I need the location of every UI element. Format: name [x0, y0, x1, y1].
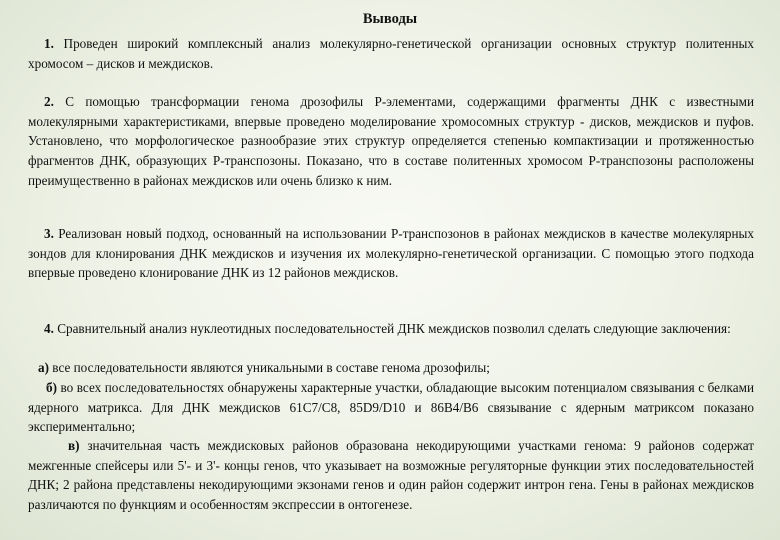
conclusion-3: [28, 224, 754, 283]
page-title: Выводы: [362, 11, 418, 27]
item-b-text: во всех последовательностях обнаружены характерные участки, обладающие высоким потенциалом связывания с белками ядерного матрикса. Для ДНК междисков 61С7/С8, 85D9/D10 и 86В4/В6 связывание с ядерным матриксом показано экспериментально;: [28, 380, 754, 435]
item-v-label: в): [68, 438, 80, 453]
conclusion-1-number: 1.: [44, 36, 54, 51]
conclusion-4-item-v: [28, 436, 754, 515]
conclusion-2-number: 2.: [44, 94, 54, 109]
conclusion-1-text: Проведен широкий комплексный анализ молекулярно-генетической организации основных структур политенных хромосом – дисков и междисков.: [28, 36, 755, 71]
item-b-label: б): [46, 380, 57, 395]
conclusion-3-number: 3.: [44, 226, 54, 241]
conclusion-2: [28, 92, 754, 191]
conclusion-4-item-b: [28, 378, 754, 437]
conclusion-2-text: С помощью трансформации генома дрозофилы Р-элементами, содержащими фрагменты ДНК с известными молекулярными характеристиками, впервые проведено моделирование хромосомных структур - дисков, междисков и пуфов. Установлено, что морфологическое разнообразие этих структур определяется степенью компактизации и протяженностью фрагментов ДНК, образующих Р-транспозоны. Показано, что в составе политенных хромосом Р-транспозоны расположены преимущественно в районах междисков или очень близко к ним.: [28, 94, 755, 188]
conclusion-4: [28, 319, 754, 339]
conclusion-1: [28, 34, 754, 73]
item-a-text: все последовательности являются уникальными в составе генома дрозофилы;: [52, 360, 490, 375]
item-a-label: а): [38, 360, 49, 375]
conclusion-4-item-a: [28, 358, 754, 378]
conclusion-3-text: Реализован новый подход, основанный на использовании Р-транспозонов в районах междисков в качестве молекулярных зондов для клонирования ДНК междисков и изучения их молекулярно-генетической организации. С помощью этого подхода впервые проведено клонирование ДНК из 12 районов междисков.: [28, 226, 755, 281]
item-v-text: значительная часть междисковых районов образована некодирующими участками генома: 9 районов содержат межгенные спейсеры или 5'- и 3'- концы генов, что указывает на возможные регуляторные функции этих последовательностей ДНК; 2 района представлены некодирующими экзонами генов и один район содержит интрон гена. Гены в районах междисков различаются по функциям и особенностям экспрессии в онтогенезе.: [28, 438, 754, 513]
conclusion-4-number: 4.: [44, 321, 54, 336]
conclusion-4-text: Сравнительный анализ нуклеотидных последовательностей ДНК междисков позволил сделать следующие заключения:: [57, 321, 731, 336]
